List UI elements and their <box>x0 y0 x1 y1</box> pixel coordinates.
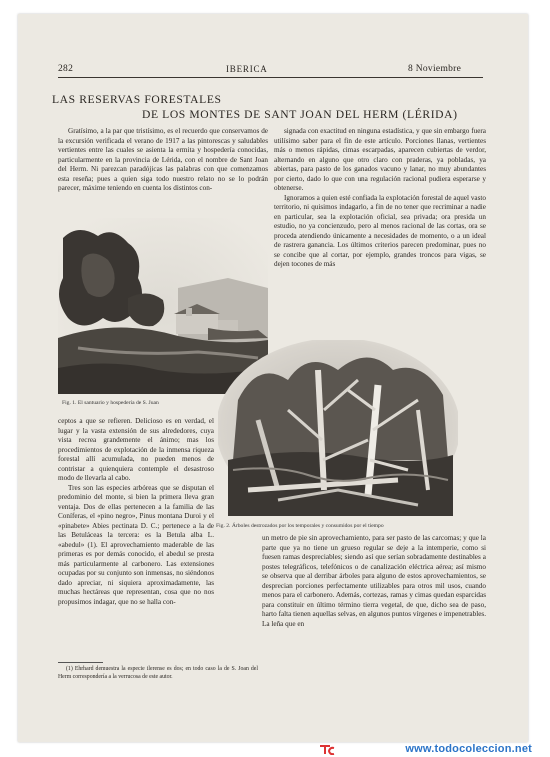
right-column-bottom <box>262 534 486 664</box>
paragraph: Tres son las especies arbóreas que se disputan el predominio del monte, si bien la primera lleva gran ventaja. Dos de ellas pertenecen a la familia de las Coníferas, el «pino negro», Pinus montana Duroi y el «pinabete» Abies pectinata D. C.; pertenece a la de las Betuláceas la tercera: es la Betula alba L. «abedul» (1). El aprovechamiento maderable de las primeras es por demás conocido, el abedul se presta más particularmente al carbonero. Las extensiones ocupadas por su conjunto son inmensas, no siéndonos dado apreciar, ni siquiera aproximadamente, las muchas hectáreas que representan, cosa que no nos propusimos indagar, que no se halla con- <box>58 483 214 606</box>
figure-1-caption: Fig. 1. El santuario y hospedería de S. Juan <box>62 400 159 406</box>
header-rule <box>58 77 483 78</box>
watermark-bar <box>0 742 550 757</box>
left-column-bottom <box>58 417 214 657</box>
magazine-page <box>18 14 528 742</box>
footnote-rule <box>58 662 103 663</box>
page-number: 282 <box>58 64 74 74</box>
destroyed-trees-illustration <box>218 340 458 516</box>
paragraph: un metro de pie sin aprovechamiento, para ser pasto de las carcomas; y que la parte que ya no tiene un grueso regular se deje a la intemperie, como si fuesen ramas despreciables; siendo así que serían sobradamente destinables a postes telegráficos, telefónicos o de canalización eléctrica aérea; así mismo se observa que al derribar árboles para alguno de estos aprovechamientos, se desprecian porciones perfectamente utilizables para otros mil usos, cuando menos para el carbonero. Además, cortezas, ramas y cimas quedan esparcidas para constituir en último término tierra vegetal, de que, dicho sea de paso, harto falta tienen aquellas selvas, en algunos puntos vírgenes e impenetrables. La leña que en <box>262 534 486 628</box>
journal-name: IBERICA <box>226 64 268 74</box>
paragraph: ceptos a que se refieren. Delicioso es en verdad, el lugar y la vasta extensión de sus alrededores, cuya vista recrea grandemente el ánimo; mas los procedimientos de explotación de la inmensa riqueza forestal allí acumulada, no pueden menos de contristar a quienquiera contemple el desastroso modo de llevarla al cabo. <box>58 417 214 482</box>
todocoleccion-logo-icon <box>319 743 335 755</box>
footnote <box>58 666 258 681</box>
paragraph: signada con exactitud en ninguna estadística, y que sin embargo fuera utilísimo saber para el fin de este artículo. Porciones llanas, vertientes más o menos rápidas, cimas escarpadas, aparecen cubiertas de verdor, alternando en alguno que otro claro con praderas, ya pobladas, ya abiertas, para pasto de los ganados vacuno y lanar, no muy abundantes por cierto, dado lo que con una regulación racional pudiera esperarse y obtenerse. <box>274 127 486 192</box>
right-column-top <box>274 127 486 347</box>
figure-2-caption: Fig. 2. Árboles destrozados por los temporales y consumidos por el tiempo <box>216 523 384 529</box>
issue-date: 8 Noviembre <box>408 64 462 74</box>
paragraph: Ignoramos a quien esté confiada la explotación forestal de aquel vasto territorio, ni quisimos indagarlo, a fin de no tener que recriminar a nadie en particular, sea la explotación oficial, sea privada; ora presida un estudio, no ya concienzudo, pero al menos racional de las cortas, ora se proceda atendiendo únicamente a necesidades de momento, o a un ideal de rastrera ganancia. Los últimos criterios parecen predominar, pues no se concibe que al cortar, por ejemplo, grandes troncos para vigas, se dejen tocones de más <box>274 193 486 268</box>
watermark-text[interactable]: www.todocoleccion.net <box>405 743 532 755</box>
footnote-text: (1) Ehrhard demuestra la especie ilerense es dos; en todo caso la de S. Joan del Herm correspondería a la verrucosa de este autor. <box>58 666 258 680</box>
article-title-line-1: LAS RESERVAS FORESTALES <box>52 93 222 106</box>
left-column-top <box>58 127 268 217</box>
figure-2-photo <box>218 340 458 516</box>
article-title-line-2: DE LOS MONTES DE SANT JOAN DEL HERM (LÉRIDA) <box>142 108 458 121</box>
paragraph: Gratísimo, a la par que tristísimo, es el recuerdo que conservamos de la excursión verificada el verano de 1917 a las pintorescas y saludables vertientes entre las cuales se asienta la ermita y hospedería conocidas, particularmente en la provincia de Lérida, con el nombre de Sant Joan del Herm. Ni parezcan paradójicas las palabras con que comenzamos esta reseña; pues a quien siga todo nuestro relato no se lo podrán parecer, máxime teniendo en cuenta los distintos con- <box>58 127 268 192</box>
